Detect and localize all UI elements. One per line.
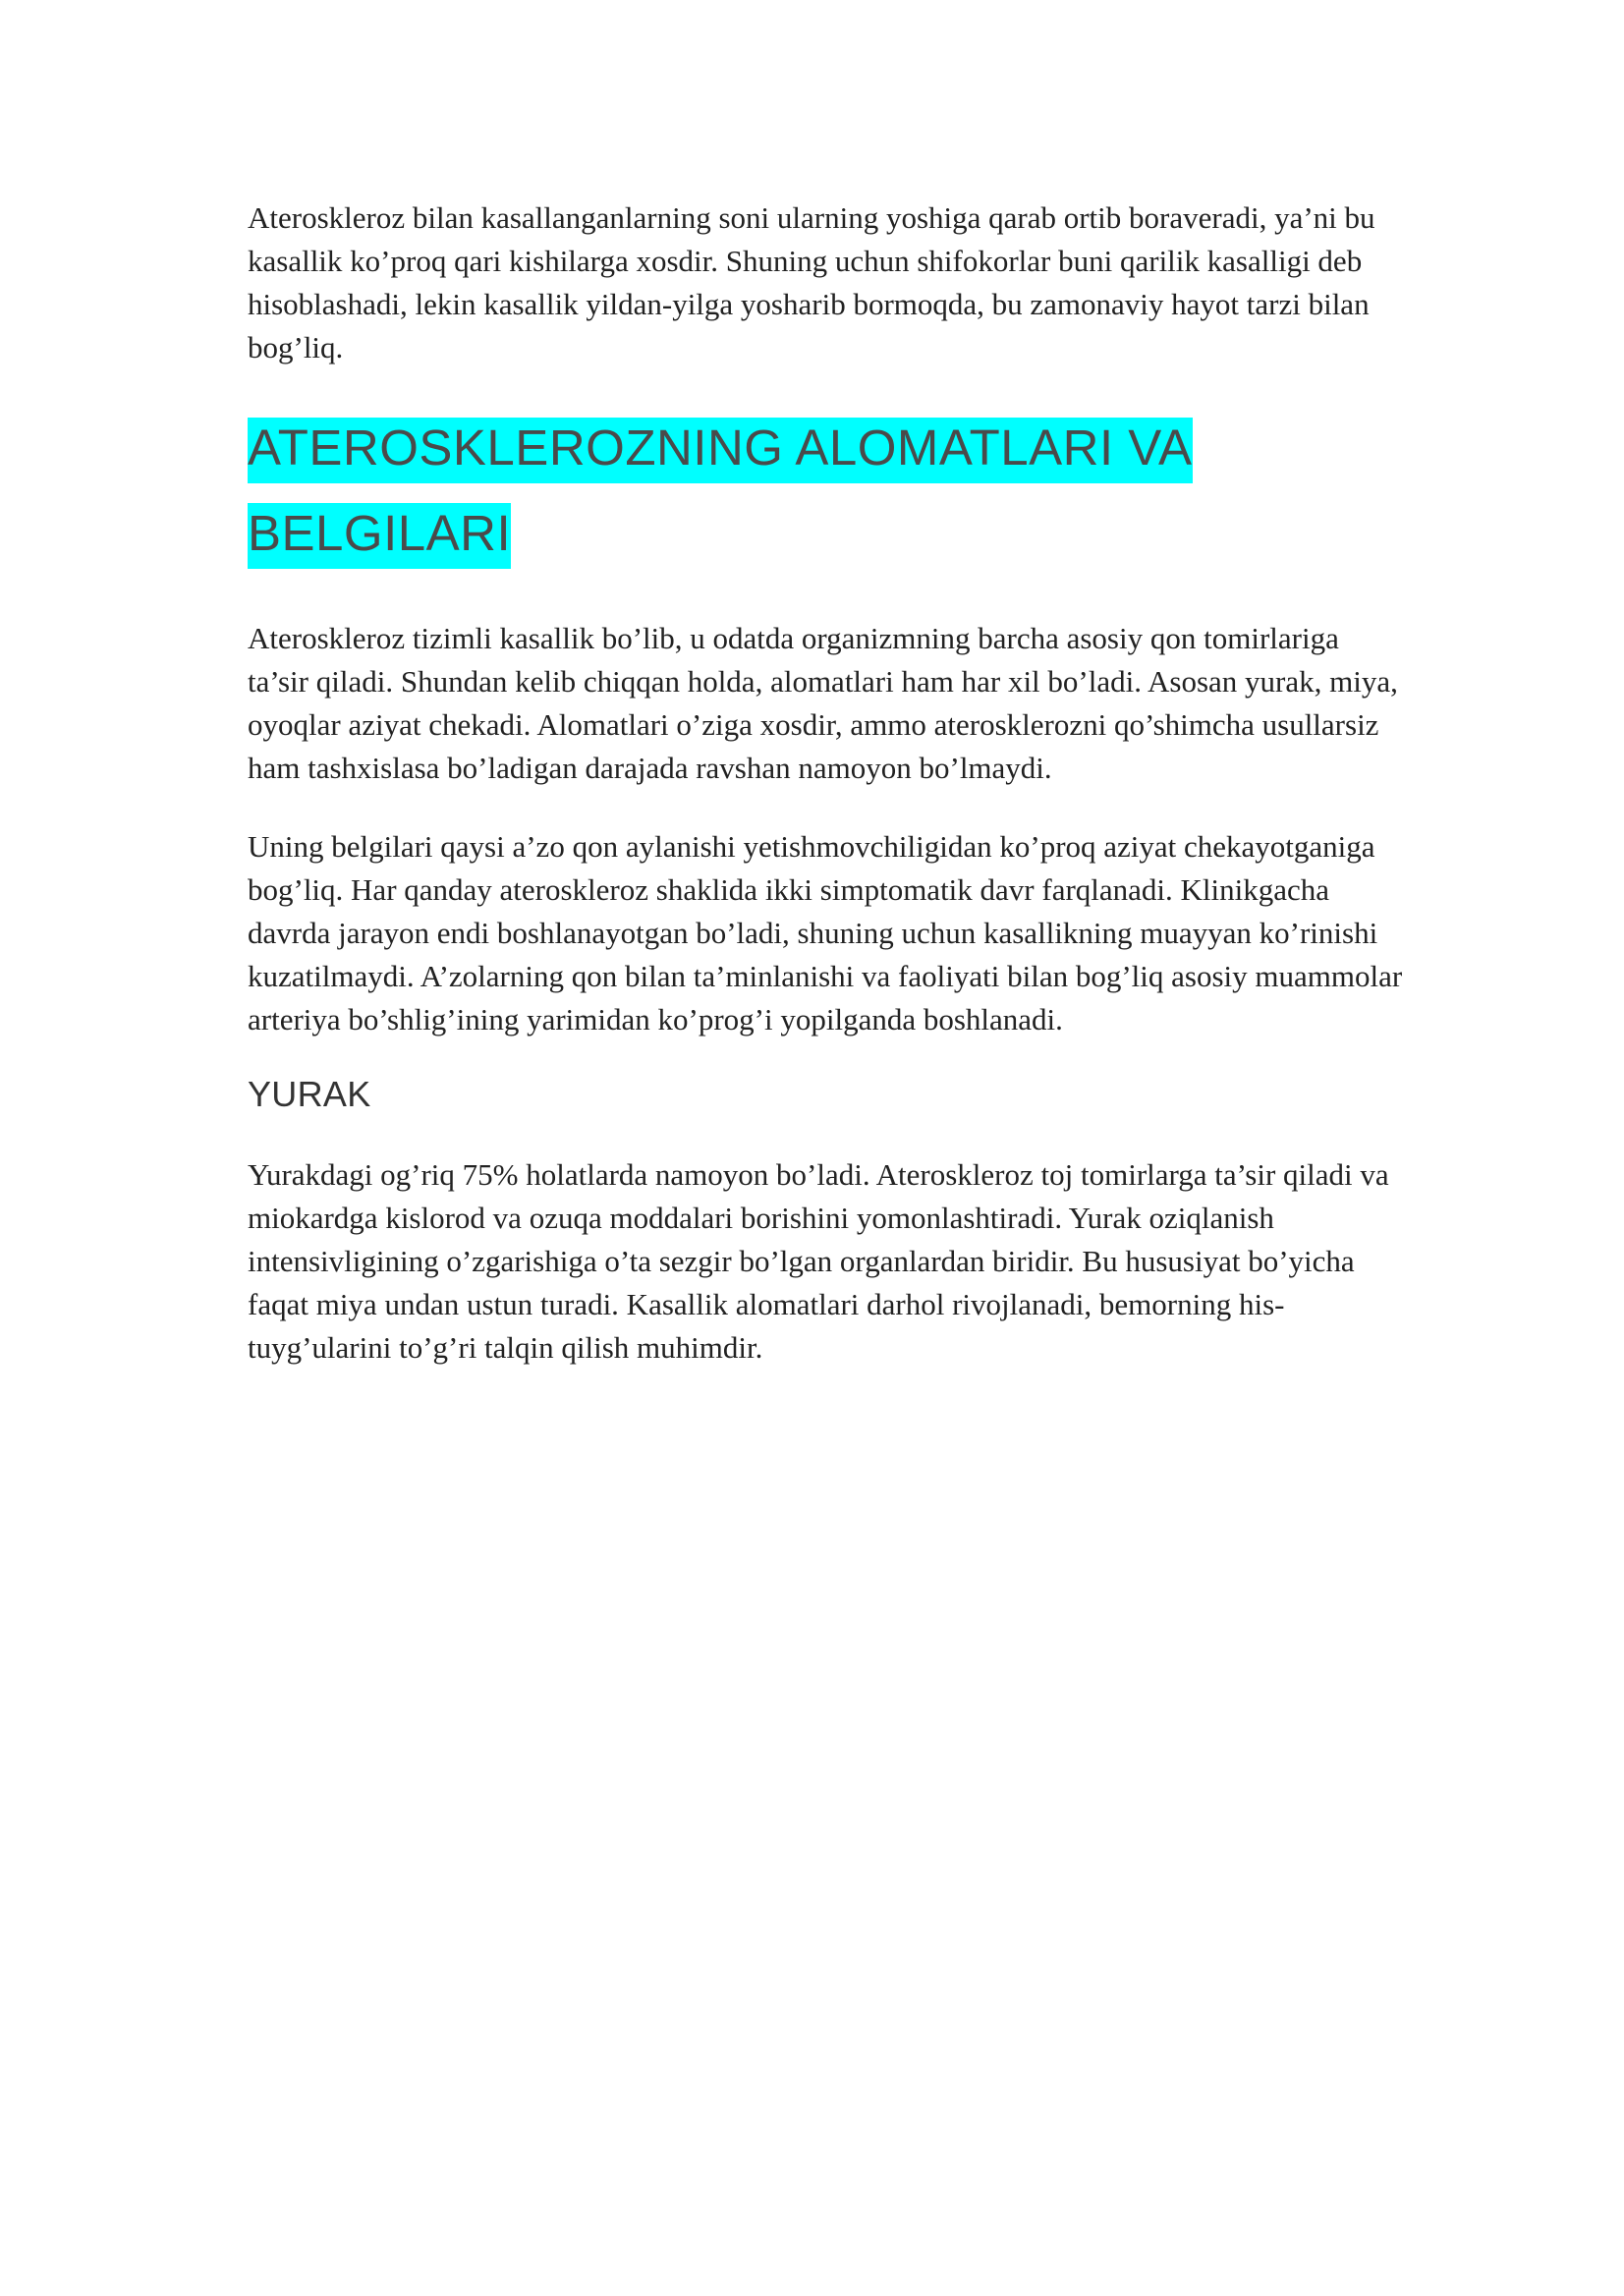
heading-symptoms-highlight: ATEROSKLEROZNING ALOMATLARI VA BELGILARI	[248, 418, 1193, 569]
paragraph-heart: Yurakdagi og’riq 75% holatlarda namoyon bo’ladi. Ateroskleroz toj tomirlarga ta’sir qiladi va miokardga kislorod va ozuqa moddalari borishini yomonlashtiradi. Yurak oziqlanish intensivligining o’zgarishiga o’ta sezgir bo’lgan organlardan biridir. Bu hususiyat bo’yicha faqat miya undan ustun turadi. Kasallik alomatlari darhol rivojlanadi, bemorning his-tuyg’ularini to’g’ri talqin qilish muhimdir.	[248, 1157, 1389, 1365]
paragraph-systemic: Ateroskleroz tizimli kasallik bo’lib, u odatda organizmning barcha asosiy qon tomirlariga ta’sir qiladi. Shundan kelib chiqqan holda, alomatlari ham har xil bo’ladi. Asosan yurak, miya, oyoqlar aziyat chekadi. Alomatlari o’ziga xosdir, ammo aterosklerozni qo’shimcha usullarsiz ham tashxislasa bo’ladigan darajada ravshan namoyon bo’lmaydi.	[248, 621, 1398, 785]
paragraph-signs: Uning belgilari qaysi a’zo qon aylanishi yetishmovchiligidan ko’proq aziyat chekayotganiga bog’liq. Har qanday ateroskleroz shaklida ikki simptomatik davr farqlanadi. Klinikgacha davrda jarayon endi boshlanayotgan bo’ladi, shuning uchun kasallikning muayyan ko’rinishi kuzatilmaydi. A’zolarning qon bilan ta’minlanishi va faoliyati bilan bog’liq asosiy muammolar arteriya bo’shlig’ining yarimidan ko’prog’i yopilganda boshlanadi.	[248, 829, 1403, 1036]
paragraph-intro: Ateroskleroz bilan kasallanganlarning soni ularning yoshiga qarab ortib boraveradi, ya’ni bu kasallik ko’proq qari kishilarga xosdir. Shuning uchun shifokorlar buni qarilik kasalligi deb hisoblashadi, lekin kasallik yildan-yilga yosharib bormoqda, bu zamonaviy hayot tarzi bilan bog’liq.	[248, 200, 1375, 364]
heading-symptoms	[248, 405, 1407, 576]
heading-heart: YURAK	[248, 1074, 371, 1114]
document-page	[248, 196, 1407, 1370]
